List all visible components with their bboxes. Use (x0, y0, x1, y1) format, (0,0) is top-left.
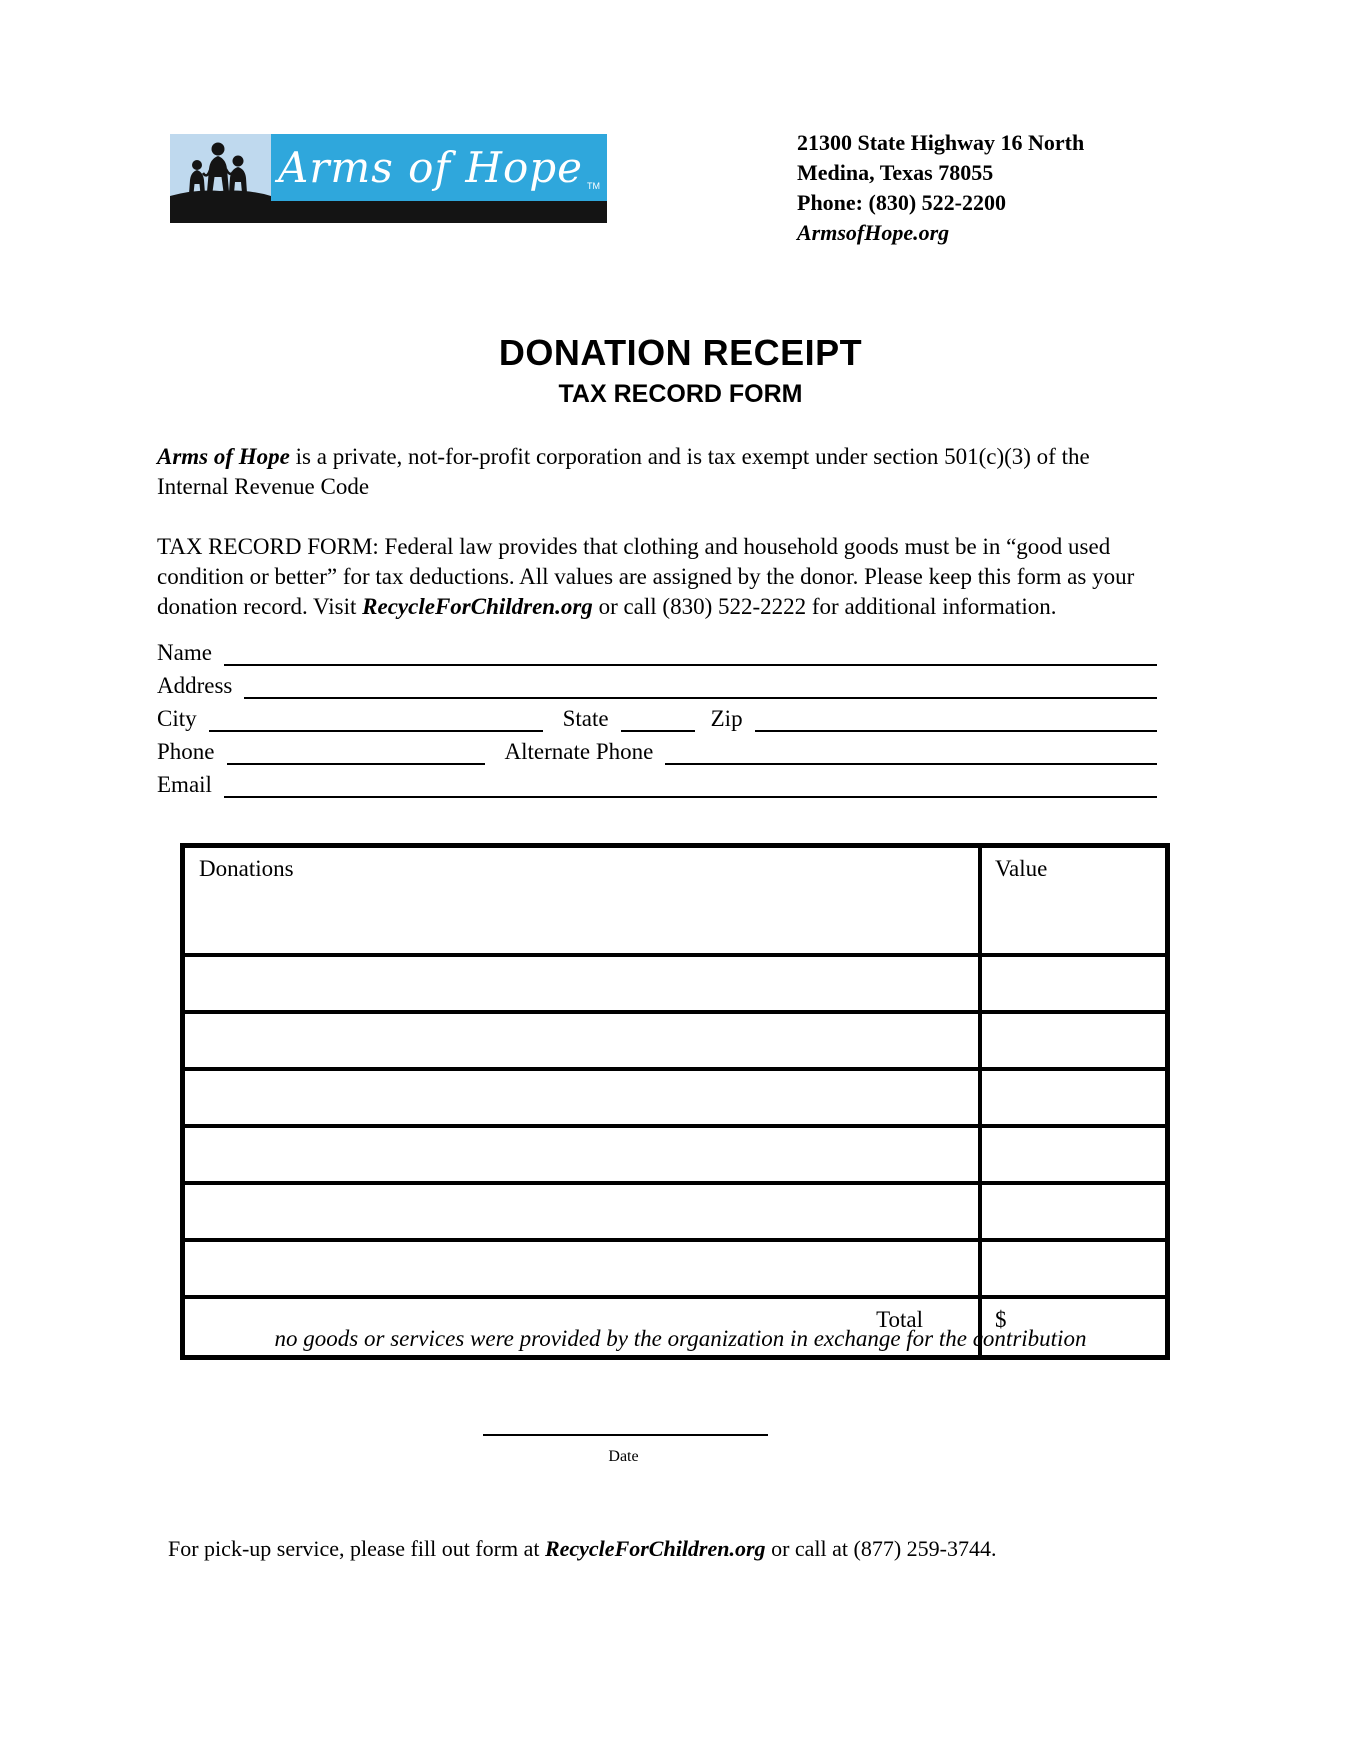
name-label: Name (157, 639, 212, 665)
page-subtitle: TAX RECORD FORM (558, 380, 803, 408)
value-column-header: Value (995, 856, 1048, 881)
org-website: ArmsofHope.org (797, 220, 950, 245)
logo-family-panel (170, 134, 271, 201)
donations-table-body (185, 900, 1165, 1295)
org-name-emphasis: Arms of Hope (157, 444, 290, 469)
org-address-block (797, 128, 1127, 248)
tax-record-text-after: or call (830) 522-2222 for additional information. (592, 594, 1057, 619)
donation-entry-cell[interactable] (185, 1014, 982, 1067)
value-entry-cell[interactable] (982, 1071, 1165, 1124)
table-row (185, 1067, 1165, 1124)
zip-input[interactable] (755, 702, 1157, 732)
total-label: Total (185, 1299, 982, 1355)
tax-record-text-before: TAX RECORD FORM: Federal law provides that clothing and household goods must be in “good used condition or better” for tax deductions. All values are assigned by the donor. Please keep this form as your donation record. Visit (157, 534, 1135, 619)
logo-wordmark: Arms of Hope (278, 142, 583, 192)
value-entry-cell[interactable] (982, 1128, 1165, 1181)
value-entry-cell[interactable] (982, 957, 1165, 1010)
tax-exempt-text: is a private, not-for-profit corporation and is tax exempt under section 501(c)(3) of the Internal Revenue Code (157, 444, 1090, 499)
donation-entry-cell[interactable] (185, 1128, 982, 1181)
pickup-site-emphasis: RecycleForChildren.org (544, 1536, 766, 1561)
value-entry-cell[interactable] (982, 1014, 1165, 1067)
city-input[interactable] (209, 702, 543, 732)
state-label: State (562, 705, 609, 731)
donations-column-header: Donations (185, 848, 982, 900)
recycle-site-emphasis: RecycleForChildren.org (362, 594, 593, 619)
name-input[interactable] (224, 636, 1157, 666)
trademark-symbol: TM (586, 181, 600, 191)
state-input[interactable] (621, 702, 695, 732)
value-entry-cell[interactable] (982, 1185, 1165, 1238)
donations-table-header (185, 848, 1165, 900)
donations-table (180, 843, 1170, 1360)
donation-entry-cell[interactable] (185, 1185, 982, 1238)
zip-label: Zip (710, 705, 743, 731)
table-row (185, 1124, 1165, 1181)
address-label: Address (157, 672, 233, 698)
address-line-city: Medina, Texas 78055 (797, 160, 994, 185)
date-label: Date (608, 1448, 639, 1465)
table-row (185, 953, 1165, 1010)
dollar-sign: $ (995, 1307, 1007, 1332)
logo-wordmark-panel (271, 134, 607, 201)
arms-of-hope-logo (170, 134, 607, 223)
phone-input[interactable] (227, 735, 485, 765)
address-field-row (157, 667, 1157, 699)
table-row (185, 900, 1165, 953)
table-row (185, 1238, 1165, 1295)
address-line-street: 21300 State Highway 16 North (797, 130, 1085, 155)
family-silhouette-icon (170, 134, 271, 201)
pickup-service-note (168, 1536, 1218, 1562)
table-row (185, 1010, 1165, 1067)
alternate-phone-input[interactable] (665, 735, 1157, 765)
name-field-row (157, 634, 1157, 666)
address-input[interactable] (244, 669, 1157, 699)
page-title: DONATION RECEIPT (498, 332, 863, 373)
donation-entry-cell[interactable] (185, 1071, 982, 1124)
city-label: City (157, 705, 197, 731)
phone-field-row (157, 733, 1157, 765)
logo-ground-bar (170, 201, 607, 223)
table-row (185, 1181, 1165, 1238)
email-input[interactable] (224, 768, 1157, 798)
value-entry-cell[interactable] (982, 1242, 1165, 1295)
pickup-text-after: or call at (877) 259-3744. (765, 1536, 997, 1561)
address-line-phone: Phone: (830) 522-2200 (797, 190, 1006, 215)
value-entry-cell[interactable] (982, 900, 1165, 953)
phone-label: Phone (157, 738, 215, 764)
email-label: Email (157, 771, 212, 797)
alternate-phone-label: Alternate Phone (504, 738, 654, 764)
donation-entry-cell[interactable] (185, 900, 982, 953)
email-field-row (157, 766, 1157, 798)
date-signature-line[interactable] (483, 1408, 768, 1436)
tax-record-paragraph (157, 532, 1163, 622)
city-field-row (157, 700, 1157, 732)
donation-entry-cell[interactable] (185, 957, 982, 1010)
no-goods-note: no goods or services were provided by the organization in exchange for the contribution (274, 1326, 1087, 1351)
tax-exempt-paragraph (157, 442, 1163, 502)
pickup-text-before: For pick-up service, please fill out form at (168, 1536, 545, 1561)
donation-entry-cell[interactable] (185, 1242, 982, 1295)
